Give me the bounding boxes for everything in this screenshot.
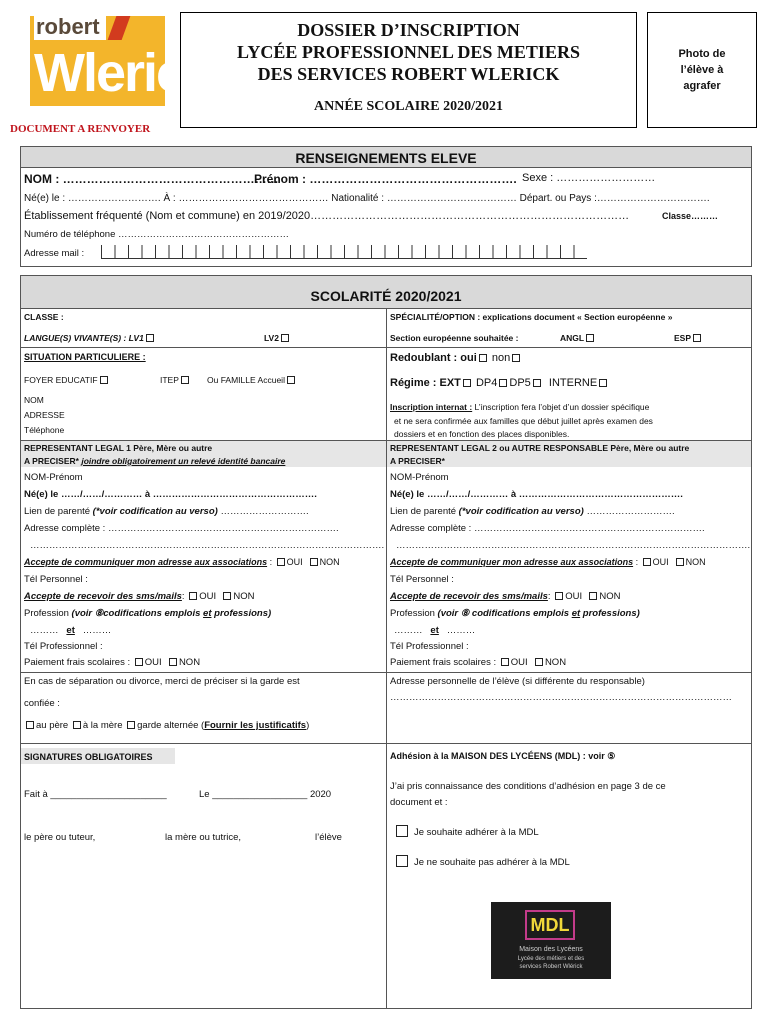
title-line1: DOSSIER D’INSCRIPTION (297, 20, 520, 40)
garde-mere-checkbox[interactable] (73, 721, 81, 729)
redoublant-non-text: non (491, 352, 511, 364)
regime-text: Régime : EXT (390, 377, 461, 389)
rep1-assoc-non-checkbox[interactable] (310, 558, 318, 566)
internat-text1: L’inscription fera l’objet d’un dossier spécifique (474, 402, 650, 412)
foyer-text: FOYER EDUCATIF (24, 375, 98, 385)
lv1-text: LANGUE(S) VIVANTE(S) : LV1 (24, 333, 144, 343)
rep1-et-row[interactable] (30, 625, 111, 636)
interne-text: INTERNE (548, 377, 598, 389)
classe-label: CLASSE : (24, 312, 64, 322)
rep2-profession-label: Profession (390, 608, 435, 619)
rep2-heading2: A PRECISER* (390, 456, 445, 466)
foyer-checkbox[interactable] (100, 376, 108, 384)
rep2-et-dots2: ……… (446, 625, 476, 636)
email-input[interactable] (101, 245, 587, 259)
rep1-paiement-non-checkbox[interactable] (169, 658, 177, 666)
rep2-paiement-oui: OUI (510, 657, 528, 668)
rep2-paiement-text: Paiement frais scolaires : (390, 657, 497, 668)
naissance-field[interactable]: Né(e) le : ………………………. À : ……………………………………… Nationalité : ………………………………… Départ. ou Pays :……………………………. (24, 193, 710, 204)
rep2-lien-dots: ………………………. (586, 506, 675, 517)
mdl-pas-adherer-option[interactable] (396, 855, 570, 868)
rep2-paiement-oui-checkbox[interactable] (501, 658, 509, 666)
fait-a-field[interactable]: Fait à ______________________ (24, 789, 167, 800)
garde-mere: à la mère (82, 720, 123, 731)
rep2-paiement (390, 657, 566, 668)
rep2-sms-oui: OUI (565, 591, 583, 602)
rep1-assoc-text: Accepte de communiquer mon adresse aux associations (24, 557, 268, 567)
rep1-paiement-oui-checkbox[interactable] (135, 658, 143, 666)
internat-line1 (390, 402, 649, 412)
garde-row (24, 720, 309, 731)
lv2-text: LV2 (264, 333, 279, 343)
email-label: Adresse mail : (24, 248, 85, 259)
signature-eleve[interactable]: l’élève (315, 832, 342, 843)
mdl-adherer-option[interactable] (396, 825, 539, 838)
mdl-adherer-checkbox[interactable] (396, 825, 408, 837)
rep1-assoc-oui-checkbox[interactable] (277, 558, 285, 566)
rep2-lien-label: Lien de parenté (390, 506, 457, 517)
rep2-heading: REPRESENTANT LEGAL 2 ou AUTRE RESPONSABLE Père, Mère ou autre (390, 443, 690, 453)
esp-checkbox[interactable] (693, 334, 701, 342)
date-field[interactable]: Le __________________ 2020 (199, 789, 332, 800)
telephone-field[interactable]: Numéro de téléphone ……………………………………………… (24, 229, 290, 240)
mdl-pas-adherer-checkbox[interactable] (396, 855, 408, 867)
internat-label: Inscription internat : (390, 402, 473, 412)
title-box (180, 12, 637, 128)
rep2-lien-note: (*voir codification au verso) (458, 506, 584, 517)
garde-pere-checkbox[interactable] (26, 721, 34, 729)
logo-wlerick: Wlerick (34, 43, 213, 103)
esp-text: ESP (674, 333, 692, 343)
ext-checkbox[interactable] (463, 379, 471, 387)
rep1-paiement-text: Paiement frais scolaires : (24, 657, 131, 668)
rep2-tel-pro[interactable]: Tél Professionnel : (390, 641, 469, 652)
confiee-text: confiée : (24, 698, 60, 709)
rep2-sms-oui-checkbox[interactable] (555, 592, 563, 600)
itep-checkbox[interactable] (181, 376, 189, 384)
rep1-nom-prenom[interactable]: NOM-Prénom (24, 472, 83, 483)
rep2-paiement-non: NON (544, 657, 567, 668)
situation-adresse: ADRESSE (24, 410, 65, 420)
lv2-checkbox[interactable] (281, 334, 289, 342)
esp-option[interactable] (674, 333, 703, 343)
rep2-et2: et (430, 625, 439, 636)
regime-row (390, 377, 609, 389)
situation-telephone: Téléphone (24, 425, 65, 435)
rep1-associations: Accepte de communiquer mon adresse aux associations : OUI NON (24, 557, 340, 567)
rep1-lien-dots: ………………………. (220, 506, 309, 517)
rep2-adresse[interactable]: Adresse complète : ………………………………………………………………. (390, 523, 705, 534)
rep2-assoc-non: NON (685, 557, 706, 567)
adresse-eleve-label: Adresse personnelle de l’élève (si différente du responsable) (390, 676, 645, 687)
angl-text: ANGL (560, 333, 585, 343)
rep2-nom-prenom[interactable]: NOM-Prénom (390, 472, 449, 483)
rep1-tel-perso[interactable]: Tél Personnel : (24, 574, 88, 585)
mdl-badge: MDL (525, 910, 575, 940)
rep1-profession-label: Profession (24, 608, 69, 619)
rep2-associations: Accepte de communiquer mon adresse aux associations : OUI NON (390, 557, 706, 567)
rep1-tel-pro[interactable]: Tél Professionnel : (24, 641, 103, 652)
rep1-sms-oui-checkbox[interactable] (189, 592, 197, 600)
section-euro-label: Section européenne souhaitée : (390, 333, 519, 343)
rep1-sms-text: Accepte de recevoir des sms/mails (24, 591, 182, 602)
rep2-professions: professions) (582, 608, 640, 619)
garde-justificatifs: Fournir les justificatifs (204, 720, 307, 731)
photo-line1: Photo de (678, 48, 726, 60)
langues-label (24, 333, 156, 343)
internat-line2: et ne sera confirmée aux familles que début juillet après examen des (394, 416, 653, 426)
rep2-sms-non: NON (599, 591, 621, 602)
separation-text: En cas de séparation ou divorce, merci de préciser si la garde est (24, 676, 300, 687)
adresse-eleve-input[interactable]: ……………………………………………………………………………………………… (390, 692, 732, 703)
mdl-pas-adherer-text: Je ne souhaite pas adhérer à la MDL (414, 857, 570, 868)
famille-text: Ou FAMILLE Accueil (207, 375, 285, 385)
rep1-heading2 (24, 456, 285, 466)
internat-line3: dossiers et en fonction des places disponibles. (394, 429, 570, 439)
rep2-et-row[interactable] (394, 625, 475, 636)
angl-option[interactable] (560, 333, 596, 343)
rep1-heading: REPRESENTANT LEGAL 1 Père, Mère ou autre (24, 443, 213, 453)
rep1-naissance[interactable]: Né(e) le ……/……/………… à ……………………………………………. (24, 489, 317, 500)
rep1-rib: joindre obligatoirement un relevé identité bancaire (81, 456, 286, 466)
rep1-assoc-oui: OUI (286, 557, 303, 567)
rep2-et-dots1: ……… (394, 625, 423, 636)
title-line2: LYCÉE PROFESSIONNEL DES METIERS (237, 42, 580, 62)
rep1-profession[interactable] (24, 608, 271, 619)
rep2-profession-note: (voir ⑧ codifications emplois (437, 608, 570, 619)
rep2-sms-text: Accepte de recevoir des sms/mails (390, 591, 548, 602)
school-logo (30, 14, 213, 106)
rep2-et: et (571, 608, 581, 619)
mdl-logo-line1: Maison des Lycéens (519, 946, 583, 953)
rep2-sms-non-checkbox[interactable] (589, 592, 597, 600)
rep2-adresse-line2[interactable]: …………………………………………………………………………………………………. (396, 540, 751, 551)
classe-field[interactable]: Classe……… (662, 211, 719, 221)
rep2-tel-perso[interactable]: Tél Personnel : (390, 574, 454, 585)
signatures-heading: SIGNATURES OBLIGATOIRES (24, 752, 153, 762)
rep1-paiement (24, 657, 200, 668)
rep1-et: et (203, 608, 212, 619)
rep1-lien-note: (*voir codification au verso) (92, 506, 218, 517)
rep1-adresse[interactable]: Adresse complète : ………………………………………………………………. (24, 523, 339, 534)
nom-field[interactable] (24, 172, 279, 186)
logo-text: robert (34, 14, 106, 40)
rep2-sms: Accepte de recevoir des sms/mails: OUI NON (390, 591, 621, 602)
rep1-et-dots1: ……… (30, 625, 59, 636)
mdl-logo-line3: services Robert Wlérick (519, 964, 583, 970)
rep1-paiement-non: NON (178, 657, 201, 668)
dp5-checkbox[interactable] (533, 379, 541, 387)
redoublant-row (390, 352, 522, 364)
logo-slash (108, 16, 131, 40)
photo-line3: agrafer (683, 80, 721, 92)
rep1-adresse-line2[interactable]: …………………………………………………………………………………………………. (30, 540, 385, 551)
rep1-et2: et (66, 625, 75, 636)
rep2-naissance[interactable]: Né(e) le ……/……/………… à ……………………………………………. (390, 489, 683, 500)
foyer-option[interactable] (24, 375, 110, 385)
document-a-renvoyer: DOCUMENT A RENVOYER (10, 123, 151, 135)
dp4-text: DP4 (475, 377, 498, 389)
rep2-lien[interactable] (390, 506, 675, 517)
dp4-checkbox[interactable] (499, 379, 507, 387)
signature-mere[interactable]: la mère ou tutrice, (165, 832, 242, 843)
prenom-label: Prénom : ……………………………………………. (254, 172, 517, 186)
photo-line2: l’élève à (680, 64, 724, 76)
dp5-text: DP5 (509, 377, 531, 389)
school-year: ANNÉE SCOLAIRE 2020/2021 (313, 99, 504, 114)
rep1-lien-label: Lien de parenté (24, 506, 91, 517)
signature-pere[interactable]: le père ou tuteur, (24, 832, 96, 843)
rep2-assoc-text: Accepte de communiquer mon adresse aux associations (390, 557, 634, 567)
garde-pere: au père (36, 720, 69, 731)
mdl-logo (491, 902, 611, 979)
redoublant-text: Redoublant : oui (390, 352, 477, 364)
itep-text: ITEP (160, 375, 179, 385)
lv2-label (264, 333, 291, 343)
photo-box (647, 12, 757, 128)
rep1-assoc-non: NON (319, 557, 340, 567)
redoublant-non-checkbox[interactable] (512, 354, 520, 362)
rep1-profession-note: (voir ⑧codifications emplois (71, 608, 201, 619)
situation-label: SITUATION PARTICULIERE : (24, 352, 146, 362)
garde-alternee: garde alternée ( (137, 720, 205, 731)
eleve-heading: RENSEIGNEMENTS ELEVE (20, 146, 752, 168)
angl-checkbox[interactable] (586, 334, 594, 342)
rep1-lien[interactable] (24, 506, 309, 517)
sexe-field[interactable]: Sexe : ……………………… (522, 172, 656, 184)
garde-close: ) (306, 720, 310, 731)
etablissement-field[interactable]: Établissement fréquenté (Nom et commune) en 2019/2020…………………………………………………………………………… (24, 210, 630, 222)
rep2-assoc-oui: OUI (652, 557, 669, 567)
mdl-adherer-text: Je souhaite adhérer à la MDL (414, 827, 539, 838)
rep1-sms-non-checkbox[interactable] (223, 592, 231, 600)
rep2-assoc-oui-checkbox[interactable] (643, 558, 651, 566)
garde-alternee-checkbox[interactable] (127, 721, 135, 729)
rep1-professions: professions) (214, 608, 272, 619)
nom-label: NOM : ……………………………………………… (24, 172, 279, 186)
rep1-paiement-oui: OUI (144, 657, 162, 668)
rep2-profession[interactable] (390, 608, 640, 619)
rep1-preciser: A PRECISER* (24, 456, 79, 466)
scolarite-heading: SCOLARITÉ 2020/2021 (20, 275, 752, 309)
itep-option[interactable] (160, 375, 191, 385)
famille-checkbox[interactable] (287, 376, 295, 384)
famille-option[interactable] (207, 375, 297, 385)
redoublant-oui-checkbox[interactable] (479, 354, 487, 362)
rep2-assoc-non-checkbox[interactable] (676, 558, 684, 566)
rep2-paiement-non-checkbox[interactable] (535, 658, 543, 666)
prenom-field[interactable] (254, 172, 517, 186)
mdl-logo-line2: Lycée des métiers et des (517, 956, 585, 962)
mdl-heading: Adhésion à la MAISON DES LYCÉENS (MDL) : voir ⑤ (390, 751, 616, 761)
rep1-et-dots2: ……… (82, 625, 112, 636)
rep1-sms-oui: OUI (199, 591, 217, 602)
lv1-checkbox[interactable] (146, 334, 154, 342)
rep1-sms: Accepte de recevoir des sms/mails: OUI NON (24, 591, 255, 602)
specialite-label: SPÉCIALITÉ/OPTION : explications document « Section européenne » (390, 312, 673, 322)
situation-nom: NOM (24, 395, 44, 405)
rep1-sms-non: NON (233, 591, 255, 602)
title-line3: DES SERVICES ROBERT WLERICK (257, 64, 560, 84)
interne-checkbox[interactable] (599, 379, 607, 387)
mdl-text1: J’ai pris connaissance des conditions d’adhésion en page 3 de ce (390, 781, 666, 792)
mdl-text2: document et : (390, 797, 448, 808)
